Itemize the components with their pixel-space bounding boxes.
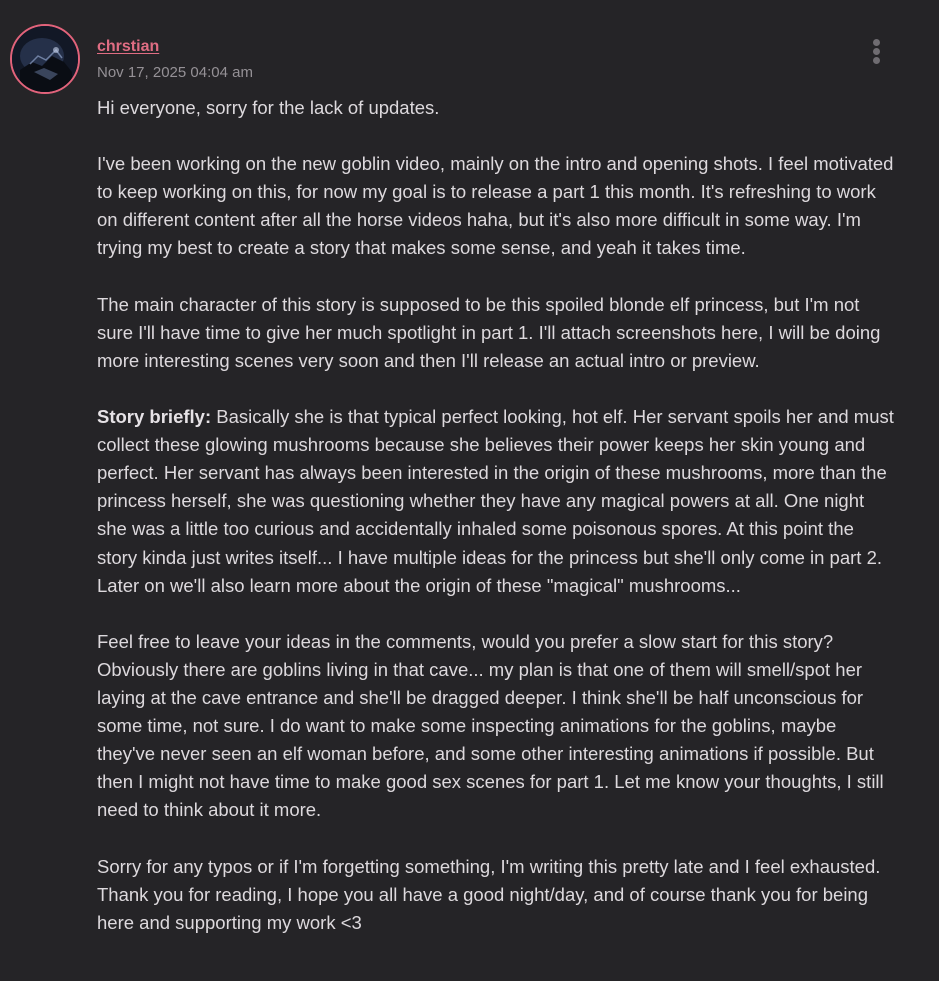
more-dot — [873, 39, 880, 46]
avatar[interactable] — [10, 24, 80, 94]
post-timestamp: Nov 17, 2025 04:04 am — [97, 64, 253, 81]
story-label: Story briefly: — [97, 406, 212, 428]
more-vertical-icon[interactable] — [866, 36, 888, 66]
avatar-image — [12, 26, 78, 92]
story-paragraph — [97, 403, 897, 600]
more-dot — [873, 48, 880, 55]
post-paragraph: The main character of this story is supposed to be this spoiled blonde elf princess, but I'm not sure I'll have time to give her much spotlight in part 1. I'll attach screenshots here, I will be doing more interesting scenes very soon and then I'll release an actual intro or preview. — [97, 293, 881, 371]
author-link[interactable]: chrstian — [97, 38, 160, 55]
more-dot — [873, 57, 880, 64]
story-text: Basically she is that typical perfect looking, hot elf. Her servant spoils her and must collect these glowing mushrooms because she believes their power keeps her skin young and perfect. Her servant has always been interested in the origin of these mushrooms, more than the princess herself, she was questioning whether they have any magical powers at all. One night she was a little too curious and accidentally inhaled some poisonous spores. At this point the story kinda just writes itself... I have multiple ideas for the princess but she'll only come in part 2. Later on we'll also learn more about the origin of these "magical" mushrooms... — [97, 406, 894, 596]
post-paragraph: I've been working on the new goblin video, mainly on the intro and opening shots. I feel motivated to keep working on this, for now my goal is to release a part 1 this month. It's refreshing to work on different content after all the horse videos haha, but it's also more difficult in some way. I'm trying my best to create a story that makes some sense, and yeah it takes time. — [97, 153, 894, 259]
post-paragraph: Sorry for any typos or if I'm forgetting something, I'm writing this pretty late and I feel exhausted. Thank you for reading, I hope you all have a good night/day, and of course thank you for being here and supporting my work <3 — [97, 855, 881, 933]
post-paragraph: Feel free to leave your ideas in the comments, would you prefer a slow start for this story? Obviously there are goblins living in that cave... my plan is that one of them will smell/spot her laying at the cave entrance and she'll be dragged deeper. I think she'll be half unconscious for some time, not sure. I do want to make some inspecting animations for the goblins, maybe they've never seen an elf woman before, and some other interesting animations if possible. But then I might not have time to make good sex scenes for part 1. Let me know your thoughts, I still need to think about it more. — [97, 630, 884, 821]
post-paragraph: Hi everyone, sorry for the lack of updates. — [97, 97, 440, 118]
post-body — [97, 94, 897, 937]
